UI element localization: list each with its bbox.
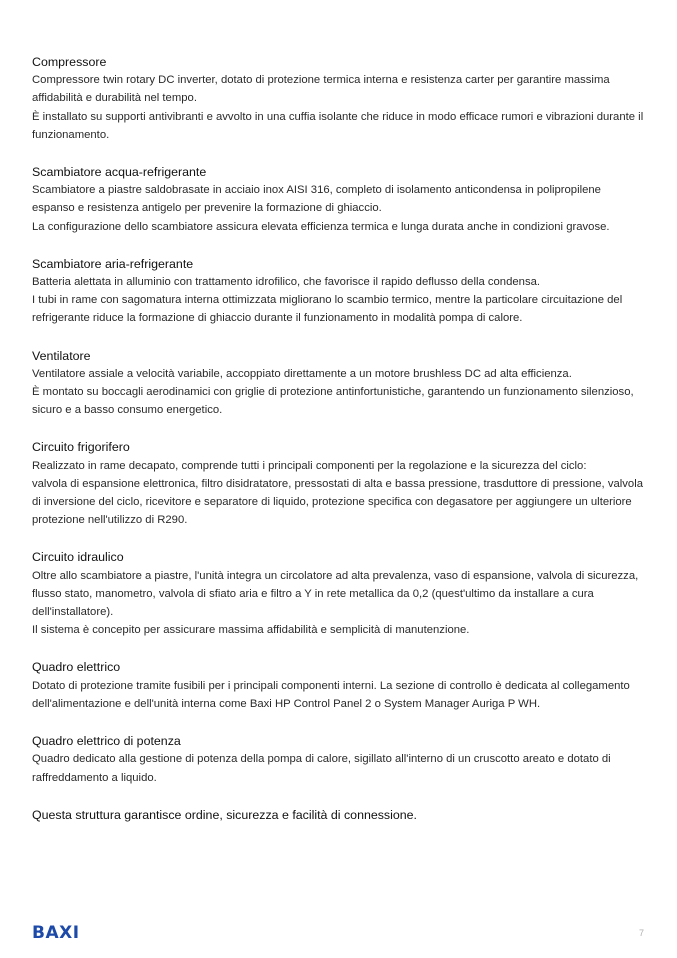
section-paragraph: Batteria alettata in alluminio con trattamento idrofilico, che favorisce il rapido deflusso della condensa. (32, 276, 541, 289)
section-paragraph: I tubi in rame con sagomatura interna ottimizzata migliorano lo scambio termico, mentre la particolare circuitazione del refrigerante riduce la formazione di ghiaccio durante il funzionamento in modalità pompa di calore. (32, 294, 623, 325)
section-paragraph: Dotato di protezione tramite fusibili per i principali componenti interni. La sezione di controllo è dedicata al collegamento dell'alimentazione e dell'unità interna come Baxi HP Control Panel 2 o System Manager Auriga P WH. (32, 679, 630, 710)
section-title: Quadro elettrico (32, 660, 121, 675)
section-paragraph: È installato su supporti antivibranti e avvolto in una cuffia isolante che riduce in modo efficace rumori e vibrazioni durante il funzionamento. (32, 110, 644, 141)
section-paragraph: valvola di espansione elettronica, filtro disidratatore, pressostati di alta e bassa pressione, trasduttore di pressione, valvola di inversione del ciclo, ricevitore e separatore di liquido, protezione specifica con degasatore per aggiungere un ulteriore protezione nell'utilizzo di R290. (32, 477, 643, 527)
section-title: Scambiatore aria-refrigerante (32, 256, 194, 271)
section-title: Ventilatore (32, 348, 91, 363)
section-title: Circuito frigorifero (32, 440, 130, 455)
section-paragraph: Scambiatore a piastre saldobrasate in acciaio inox AISI 316, completo di isolamento anticondensa in polipropilene espanso e resistenza antigelo per prevenire la formazione di ghiaccio. (32, 184, 601, 215)
section-scambiatore-acqua (32, 163, 646, 236)
closing-statement: Questa struttura garantisce ordine, sicurezza e facilità di connessione. (32, 807, 417, 822)
page-number: 7 (638, 928, 644, 938)
section-paragraph: La configurazione dello scambiatore assicura elevata efficienza termica e lunga durata anche in condizioni gravose. (32, 220, 610, 233)
document-body (32, 53, 646, 824)
section-title: Circuito idraulico (32, 550, 124, 565)
section-scambiatore-aria (32, 255, 646, 328)
section-paragraph: Ventilatore assiale a velocità variabile, accoppiato direttamente a un motore brushless DC ad alta efficienza. (32, 367, 572, 380)
section-paragraph: Realizzato in rame decapato, comprende tutti i principali componenti per la regolazione e la sicurezza del ciclo: (32, 459, 587, 472)
section-quadro-elettrico (32, 658, 646, 713)
section-paragraph: Compressore twin rotary DC inverter, dotato di protezione termica interna e resistenza carter per garantire massima affidabilità e durabilità nel tempo. (32, 74, 610, 105)
section-circuito-idraulico (32, 548, 646, 639)
section-title: Scambiatore acqua-refrigerante (32, 165, 207, 180)
section-paragraph: È montato su boccagli aerodinamici con griglie di protezione antinfortunistiche, garantendo un funzionamento silenzioso, sicuro e a basso consumo energetico. (32, 386, 634, 417)
section-paragraph: Oltre allo scambiatore a piastre, l'unità integra un circolatore ad alta prevalenza, vaso di espansione, valvola di sicurezza, flusso stato, manometro, valvola di sfiato aria e filtro a Y in rete metallica da 0,2 (quest'ultimo da installare a cura dell'installatore). (32, 569, 639, 619)
section-quadro-potenza (32, 732, 646, 787)
section-title: Quadro elettrico di potenza (32, 734, 181, 749)
section-paragraph: Il sistema è concepito per assicurare massima affidabilità e semplicità di manutenzione. (32, 624, 470, 637)
section-compressore (32, 53, 646, 144)
section-circuito-frigorifero (32, 438, 646, 529)
baxi-logo: BAXI (32, 923, 80, 943)
section-ventilatore (32, 347, 646, 420)
section-paragraph: Quadro dedicato alla gestione di potenza della pompa di calore, sigillato all'interno di un cruscotto areato e dotato di raffreddamento a liquido. (32, 753, 611, 784)
section-title: Compressore (32, 55, 107, 69)
